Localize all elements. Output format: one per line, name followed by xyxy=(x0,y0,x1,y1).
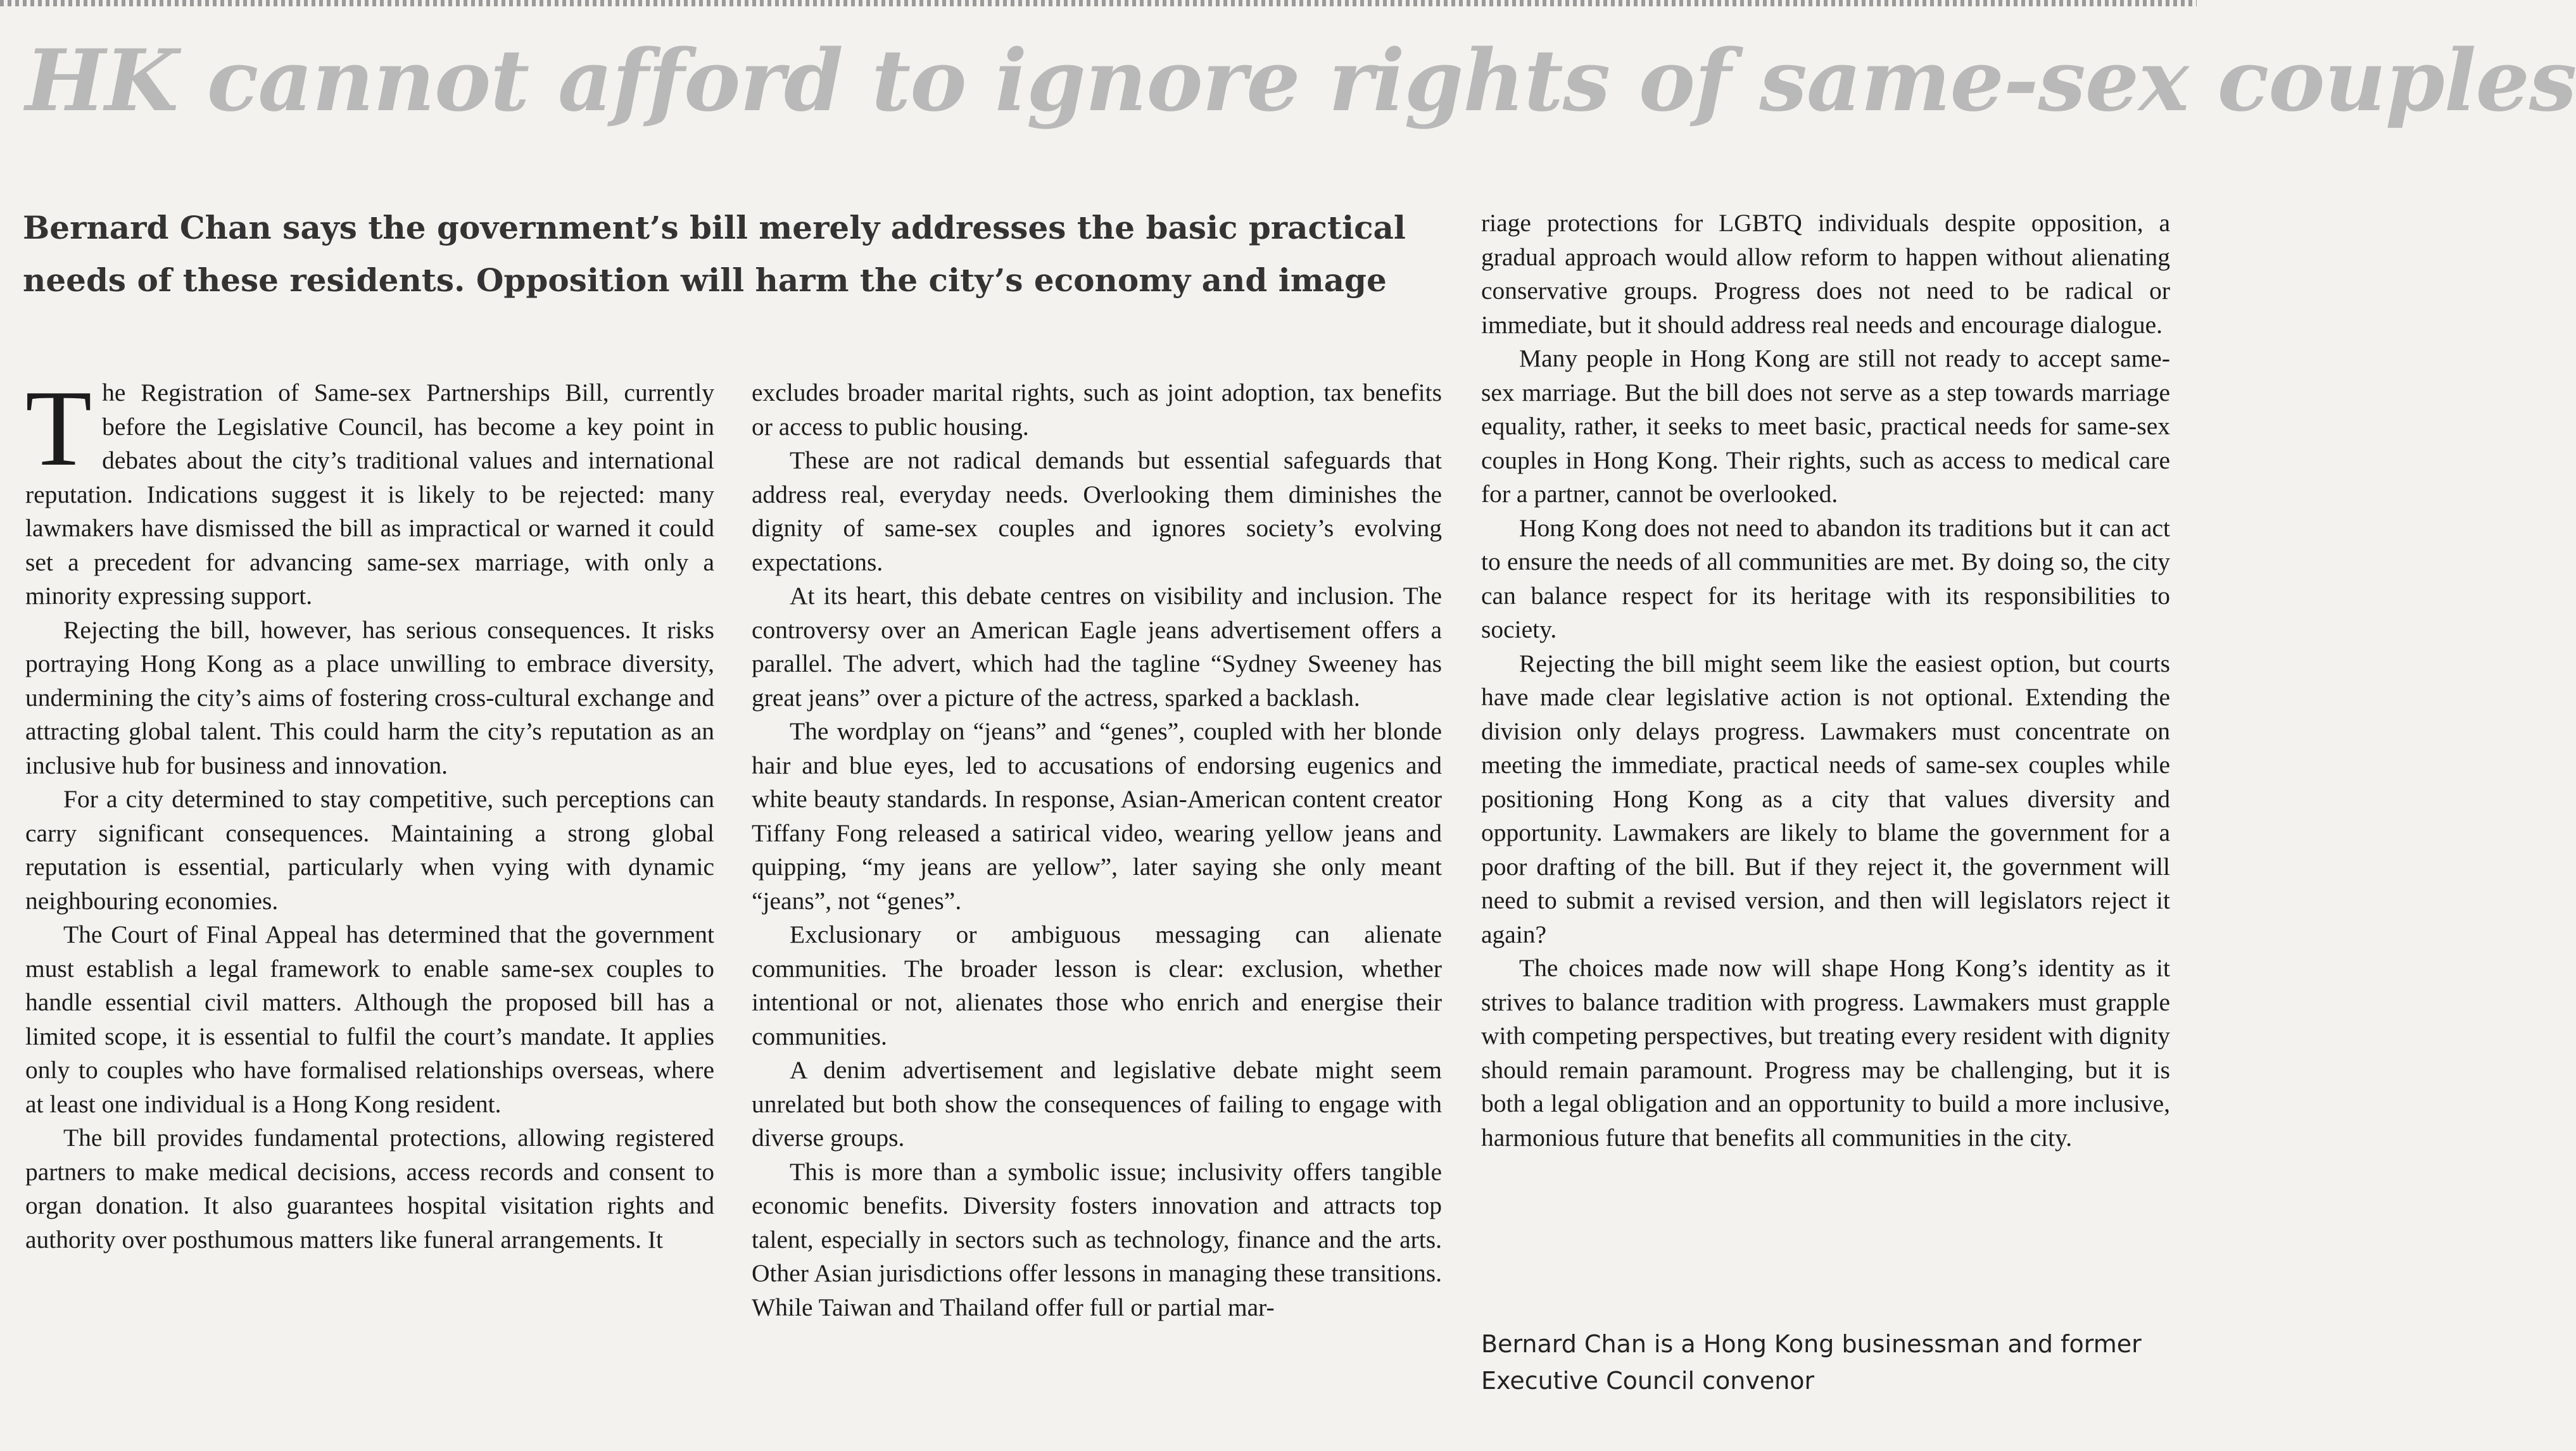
article-paragraph: Rejecting the bill might seem like the easiest option, but courts have made clear legislative action is not optional. Extending the division only delays progress. Lawmakers must concentrate on meeting the immediate, practical needs of same-sex couples while positioning Hong Kong as a city that values diversity and opportunity. Lawmakers are likely to blame the government for a poor drafting of the bill. But if they reject it, the government will need to submit a revised version, and then will legislators reject it again? xyxy=(1481,649,2170,948)
article-column-1 xyxy=(25,368,714,1257)
article-paragraph: The Court of Final Appeal has determined that the government must establish a legal framework to enable same-sex couples to handle essential civil matters. Although the proposed bill has a limited scope, it is essential to fulfil the court’s mandate. It applies only to couples who have formalised relationships overseas, where at least one individual is a Hong Kong resident. xyxy=(25,920,714,1118)
article-paragraph: Many people in Hong Kong are still not ready to accept same-sex marriage. But the bill does not serve as a step towards marriage equality, rather, it seeks to meet basic, practical needs for same-sex couples in Hong Kong. Their rights, such as access to medical care for a partner, cannot be overlooked. xyxy=(1481,344,2170,508)
article-paragraph: excludes broader marital rights, such as joint adoption, tax benefits or access to public housing. xyxy=(752,379,1442,441)
article-paragraph: Hong Kong does not need to abandon its traditions but it can act to ensure the needs of all communities are met. By doing so, the city can balance respect for its heritage with its responsibilities to society. xyxy=(1481,513,2170,643)
article-paragraph: These are not radical demands but essential safeguards that address real, everyday needs. Overlooking them diminishes the dignity of same-sex couples and ignores society’s evolving expectations. xyxy=(752,446,1442,576)
article-paragraph: For a city determined to stay competitive, such perceptions can carry significant consequences. Maintaining a strong global reputation is essential, particularly when vying with dynamic neighbouring economies. xyxy=(25,785,714,915)
article-paragraph: This is more than a symbolic issue; inclusivity offers tangible economic benefits. Diversity fosters innovation and attracts top talent, especially in sectors such as technology, finance and the arts. Other Asian jurisdictions offer lessons in managing these transitions. While Taiwan and Thailand offer full or partial mar- xyxy=(752,1157,1442,1321)
article-column-2 xyxy=(752,376,1442,1324)
headline: HK cannot afford to ignore rights of same-sex couples xyxy=(25,30,2576,130)
article-paragraph: At its heart, this debate centres on visibility and inclusion. The controversy over an American Eagle jeans advertisement offers a parallel. The advert, which had the tagline “Sydney Sweeney has great jeans” over a picture of the actress, sparked a backlash. xyxy=(752,582,1442,712)
article-paragraph xyxy=(25,368,714,613)
article-paragraph: Rejecting the bill, however, has serious consequences. It risks portraying Hong Kong as a place unwilling to embrace diversity, undermining the city’s aims of fostering cross-cultural exchange and attracting global talent. This could harm the city’s reputation as an inclusive hub for business and innovation. xyxy=(25,615,714,779)
article-paragraph: The wordplay on “jeans” and “genes”, coupled with her blonde hair and blue eyes, led to accusations of endorsing eugenics and white beauty standards. In response, Asian-American content creator Tiffany Fong released a satirical video, wearing yellow jeans and quipping, “my jeans are yellow”, later saying she only meant “jeans”, not “genes”. xyxy=(752,717,1442,915)
author-bio: Bernard Chan is a Hong Kong businessman and former Executive Council convenor xyxy=(1481,1330,2142,1395)
article-paragraph: Exclusionary or ambiguous messaging can alienate communities. The broader lesson is clear: exclusion, whether intentional or not, alienates those who enrich and energise their communities. xyxy=(752,920,1442,1050)
article-paragraph: A denim advertisement and legislative debate might seem unrelated but both show the consequences of failing to engage with diverse groups. xyxy=(752,1056,1442,1152)
top-rule xyxy=(0,0,2197,6)
drop-cap: T xyxy=(25,368,92,489)
article-paragraph: The choices made now will shape Hong Kong’s identity as it strives to balance tradition with progress. Lawmakers must grapple with competing perspectives, but treating every resident with dignity should remain paramount. Progress may be challenging, but it is both a legal obligation and an opportunity to build a more inclusive, harmonious future that benefits all communities in the city. xyxy=(1481,954,2170,1152)
article-paragraph: riage protections for LGBTQ individuals despite opposition, a gradual approach would allow reform to happen without alienating conservative groups. Progress does not need to be radical or immediate, but it should address real needs and encourage dialogue. xyxy=(1481,209,2170,339)
article-column-3 xyxy=(1481,206,2170,1155)
paragraph-text: he Registration of Same-sex Partnerships Bill, currently before the Legislative Council, has become a key point in debates about the city’s traditional values and international reputation. Indications suggest it is likely to be rejected: many lawmakers have dismissed the bill as impractical or warned it could set a precedent for advancing same-sex marriage, with only a minority expressing support. xyxy=(25,379,714,610)
standfirst: Bernard Chan says the government’s bill merely addresses the basic practical needs of these residents. Opposition will harm the city’s economy and image xyxy=(23,209,1406,299)
article-paragraph: The bill provides fundamental protections, allowing registered partners to make medical decisions, access records and consent to organ donation. It also guarantees hospital visitation rights and authority over posthumous matters like funeral arrangements. It xyxy=(25,1124,714,1253)
